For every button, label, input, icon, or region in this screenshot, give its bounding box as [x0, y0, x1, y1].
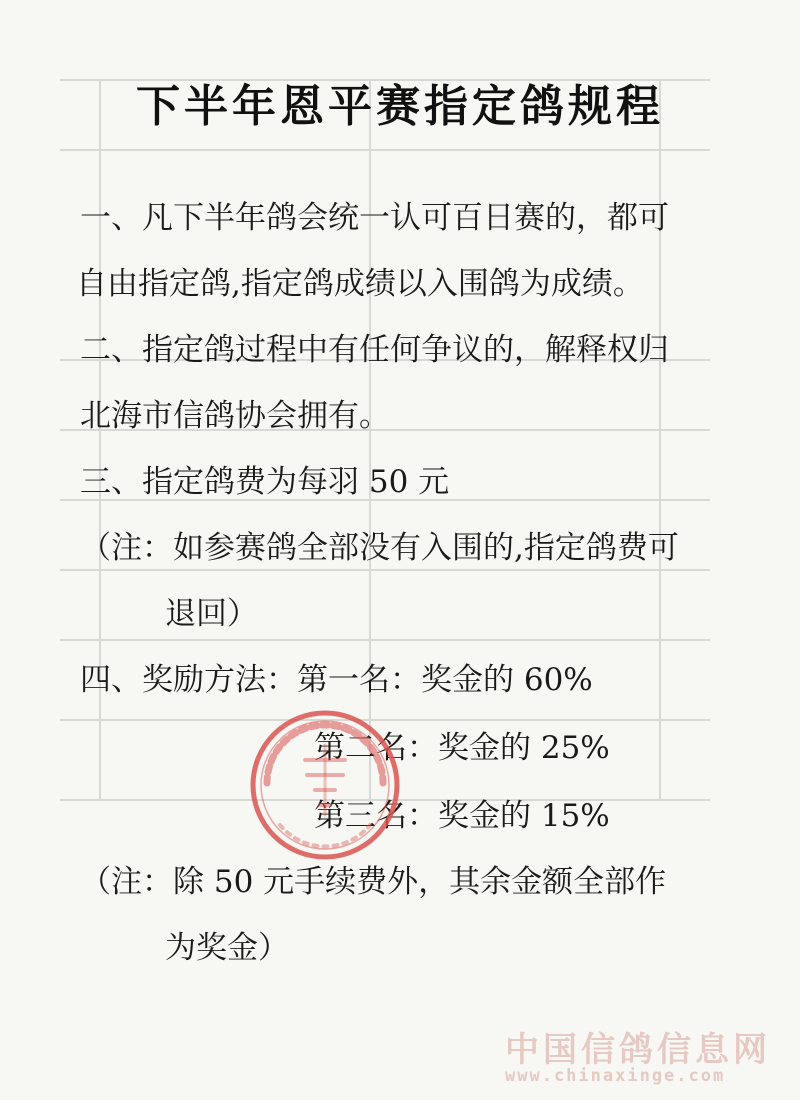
rule-3-note-line-1: （注：如参赛鸽全部没有入围的,指定鸽费可: [80, 530, 679, 566]
document-title: 下半年恩平赛指定鸽规程: [136, 81, 664, 132]
rule-2-line-2: 北海市信鸽协会拥有。: [80, 398, 390, 434]
site-watermark-url: www.chinaxinge.com: [505, 1066, 726, 1086]
rule-4-note-line-1: （注：除 50 元手续费外，其余金额全部作: [80, 864, 667, 900]
site-watermark-name: 中国信鸽信息网: [505, 1030, 771, 1070]
bleed-through-table: [60, 60, 710, 820]
rule-3-line: 三、指定鸽费为每羽 50 元: [80, 464, 450, 500]
rule-2-line-1: 二、指定鸽过程中有任何争议的，解释权归: [80, 332, 669, 368]
rule-4-first-prize: 四、奖励方法：第一名：奖金的 60%: [80, 662, 593, 698]
rule-1-line-1: 一、凡下半年鸽会统一认可百日赛的，都可: [80, 200, 669, 236]
rule-4-third-prize: 第三名：奖金的 15%: [314, 798, 610, 834]
rule-3-note-line-2: 退回）: [165, 596, 258, 632]
rule-4-second-prize: 第二名：奖金的 25%: [314, 730, 610, 766]
rule-1-line-2: 自由指定鸽,指定鸽成绩以入围鸽为成绩。: [76, 266, 644, 302]
rule-4-note-line-2: 为奖金）: [165, 930, 289, 966]
